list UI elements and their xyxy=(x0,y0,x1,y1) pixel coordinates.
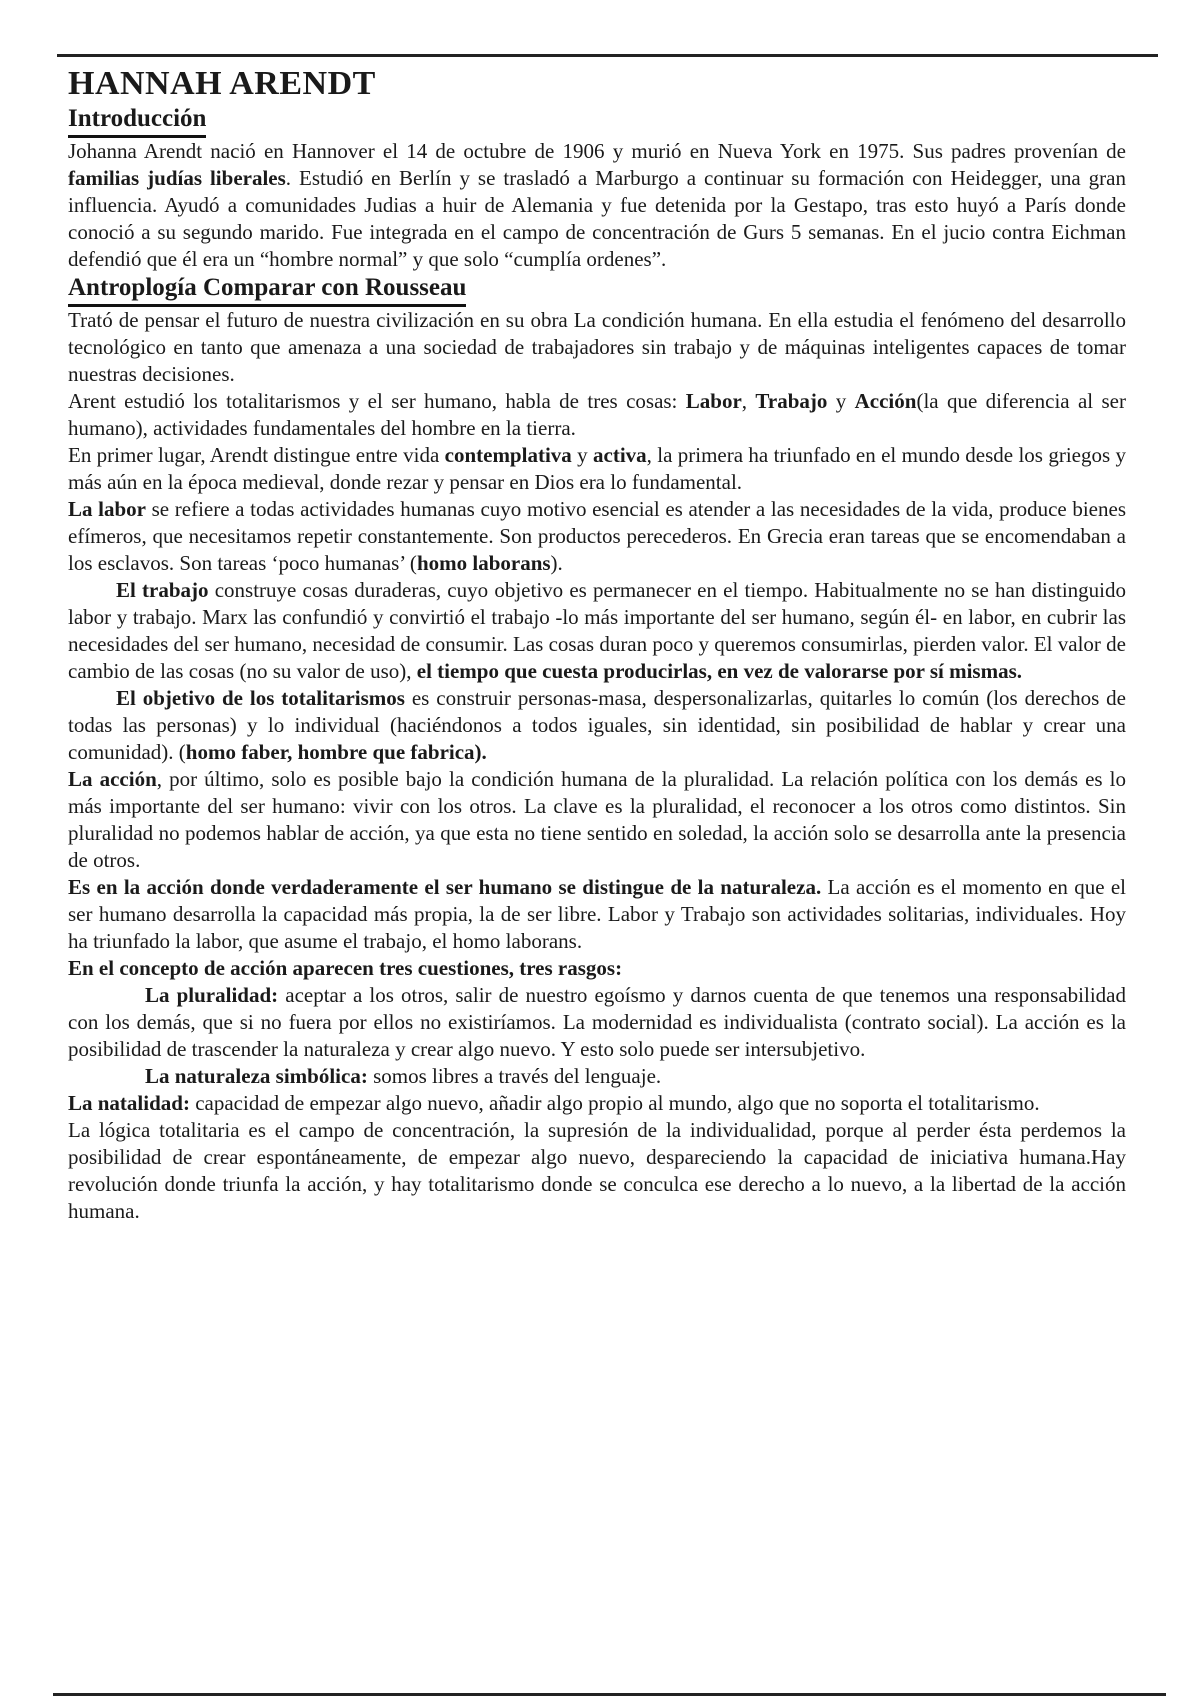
section-heading-introduccion xyxy=(68,104,1126,138)
paragraph-intro: Johanna Arendt nació en Hannover el 14 de octubre de 1906 y murió en Nueva York en 1975. Sus padres provenían de familias judías liberales. Estudió en Berlín y se trasladó a Marburgo a continuar su formación con Heidegger, una gran influencia. Ayudó a comunidades Judias a huir de Alemania y fue detenida por la Gestapo, tras esto huyó a París donde conoció a su segundo marido. Fue integrada en el campo de concentración de Gurs 5 semanas. En el jucio contra Eichman defendió que él era un “hombre normal” y que solo “cumplía ordenes”. xyxy=(68,139,1126,271)
paragraph-la-pluralidad: La pluralidad: aceptar a los otros, salir de nuestro egoísmo y darnos cuenta de que tenemos una responsabilidad con los demás, que si no fuera por ellos no existiríamos. La modernidad es individualista (contrato social). La acción es la posibilidad de trascender la naturaleza y crear algo nuevo. Y esto solo puede ser intersubjetivo. xyxy=(68,983,1126,1061)
paragraph-logica-totalitaria: La lógica totalitaria es el campo de concentración, la supresión de la individualidad, porque al perder ésta perdemos la posibilidad de crear espontáneamente, de empezar algo nuevo, despareciendo la capacidad de iniciativa humana.Hay revolución donde triunfa la acción, y hay totalitarismo donde se conculca ese derecho a lo nuevo, a la libertad de la acción humana. xyxy=(68,1118,1126,1223)
paragraph-vida-contemplativa: En primer lugar, Arendt distingue entre vida contemplativa y activa, la primera ha triunfado en el mundo desde los griegos y más aún en la época medieval, donde rezar y pensar en Dios era lo fundamental. xyxy=(68,443,1127,494)
paragraph-accion-naturaleza: Es en la acción donde verdaderamente el ser humano se distingue de la naturaleza. La acción es el momento en que el ser humano desarrolla la capacidad más propia, la de ser libre. Labor y Trabajo son actividades solitarias, individuales. Hoy ha triunfado la labor, que asume el trabajo, el homo laborans. xyxy=(68,875,1127,953)
paragraph-el-objetivo-totalitarismos: El objetivo de los totalitarismos es construir personas-masa, despersonalizarlas, quitarles lo común (los derechos de todas las personas) y lo individual (haciéndonos a todos iguales, sin identidad, sin posibilidad de hablar y crear una comunidad). (homo faber, hombre que fabrica). xyxy=(68,686,1126,764)
document-body xyxy=(68,64,1126,1225)
paragraph-la-natalidad: La natalidad: capacidad de empezar algo nuevo, añadir algo propio al mundo, algo que no soporta el totalitarismo. xyxy=(68,1091,1040,1115)
section-heading-introduccion-text: Introducción xyxy=(68,104,206,138)
paragraph-tres-cosas: Arent estudió los totalitarismos y el ser humano, habla de tres cosas: Labor, Trabajo y Acción(la que diferencia al ser humano), actividades fundamentales del hombre en la tierra. xyxy=(68,389,1126,440)
bottom-rule xyxy=(53,1693,1166,1696)
paragraph-la-accion: La acción, por último, solo es posible bajo la condición humana de la pluralidad. La relación política con los demás es lo más importante del ser humano: vivir con los otros. La clave es la pluralidad, el reconocer a los otros como distintos. Sin pluralidad no podemos hablar de acción, ya que esta no tiene sentido en soledad, la acción solo se desarrolla ante la presencia de otros. xyxy=(68,767,1126,872)
top-rule xyxy=(57,54,1158,57)
paragraph-futuro-civilizacion: Trató de pensar el futuro de nuestra civilización en su obra La condición humana. En ella estudia el fenómeno del desarrollo tecnológico en tanto que amenaza a una sociedad de trabajadores sin trabajo y de máquinas inteligentes capaces de tomar nuestras decisiones. xyxy=(68,308,1126,386)
paragraph-la-labor: La labor se refiere a todas actividades humanas cuyo motivo esencial es atender a las necesidades de la vida, produce bienes efímeros, que necesitamos repetir constantemente. Son productos perecederos. En Grecia eran tareas que se encomendaban a los esclavos. Son tareas ‘poco humanas’ (homo laborans). xyxy=(68,497,1126,575)
section-heading-antropologia-text: Antroplogía Comparar con Rousseau xyxy=(68,273,466,307)
section-heading-antropologia xyxy=(68,273,1126,307)
paragraph-el-trabajo: El trabajo construye cosas duraderas, cuyo objetivo es permanecer en el tiempo. Habitualmente no se han distinguido labor y trabajo. Marx las confundió y convirtió el trabajo -lo más importante del ser humano, según él- en labor, en cubrir las necesidades del ser humano, necesidad de consumir. Las cosas duran poco y queremos consumirlas, pierden valor. El valor de cambio de las cosas (no su valor de uso), el tiempo que cuesta producirlas, en vez de valorarse por sí mismas. xyxy=(68,578,1127,683)
paragraph-naturaleza-simbolica: La naturaleza simbólica: somos libres a través del lenguaje. xyxy=(145,1064,662,1088)
paragraph-tres-rasgos: En el concepto de acción aparecen tres cuestiones, tres rasgos: xyxy=(68,956,623,980)
page-title: HANNAH ARENDT xyxy=(68,65,376,102)
